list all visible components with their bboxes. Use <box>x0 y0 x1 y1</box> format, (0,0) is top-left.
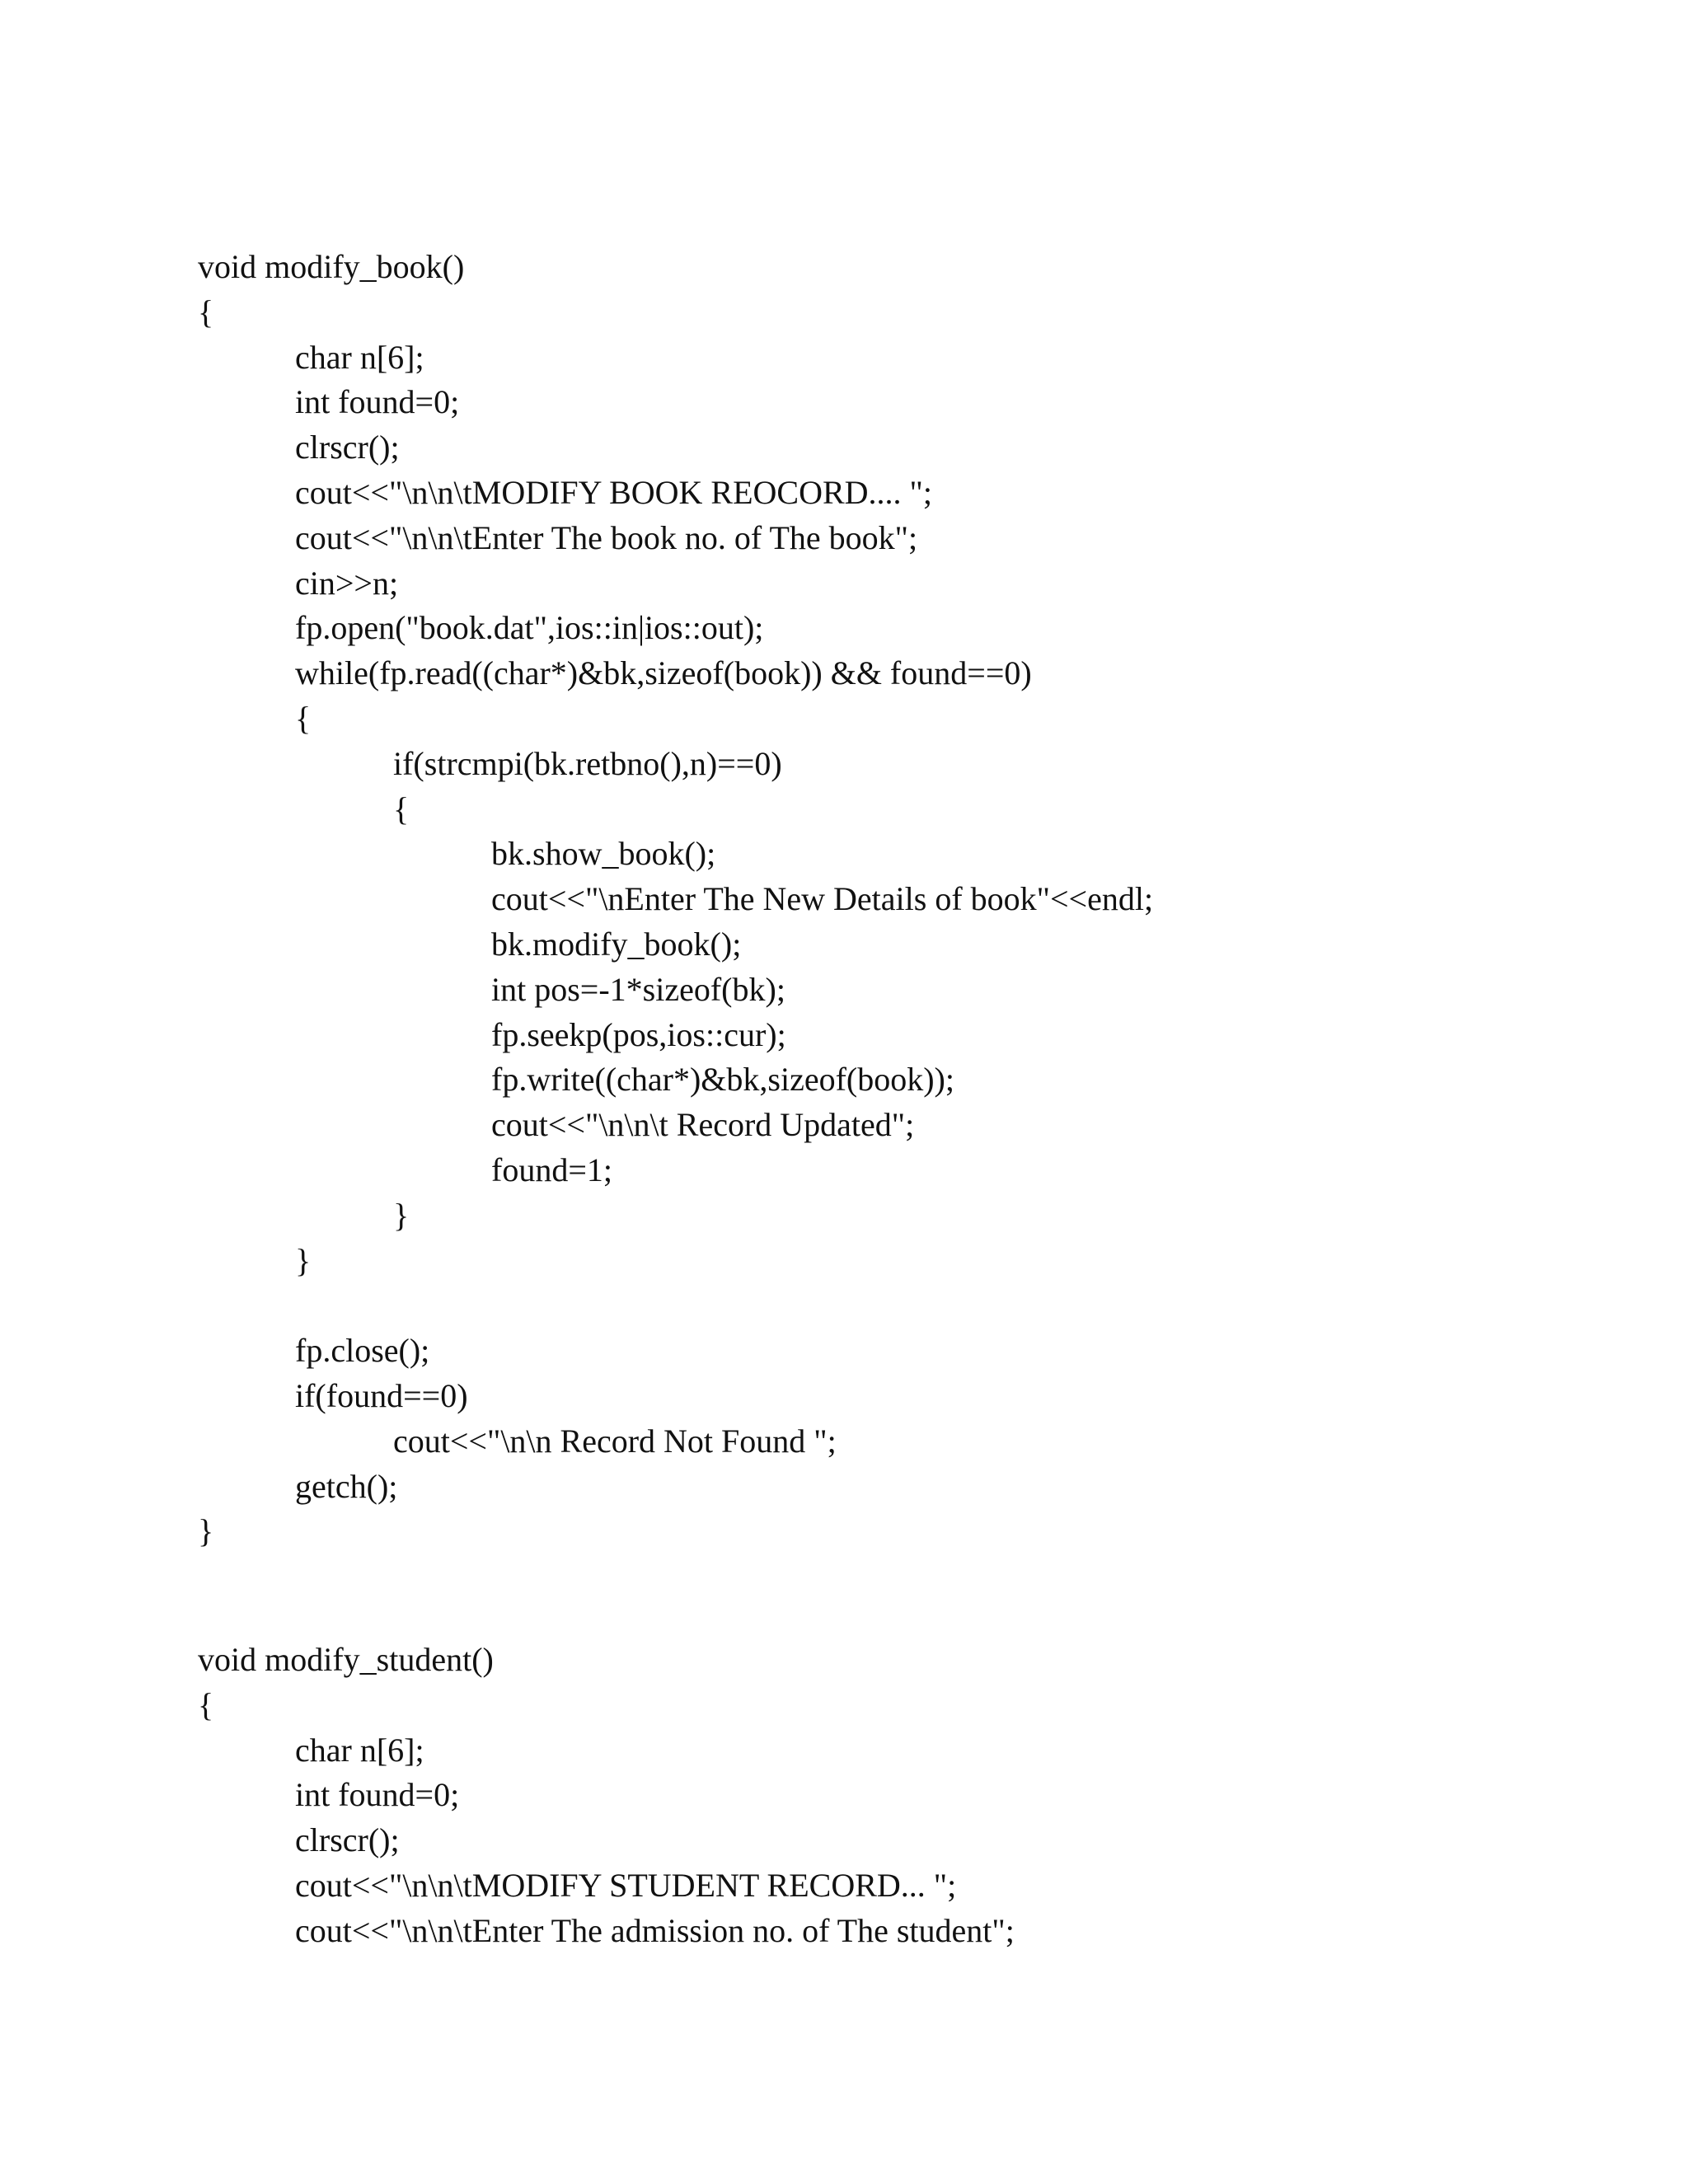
code-line: while(fp.read((char*)&bk,sizeof(book)) && found==0) <box>295 654 1032 692</box>
code-line: char n[6]; <box>295 1731 424 1769</box>
code-line: } <box>393 1196 410 1234</box>
code-line: { <box>295 700 312 737</box>
code-line: cout<<"\n\n\tMODIFY BOOK REOCORD.... "; <box>295 474 932 511</box>
code-line: fp.write((char*)&bk,sizeof(book)); <box>491 1061 954 1099</box>
code-line: { <box>198 1685 214 1723</box>
code-line: clrscr(); <box>295 429 400 466</box>
code-line: cout<<"\n\n\tEnter The admission no. of The student"; <box>295 1911 1015 1949</box>
code-line: cout<<"\n\n\t Record Updated"; <box>491 1106 915 1144</box>
code-line: void modify_book() <box>198 248 465 285</box>
code-line: if(found==0) <box>295 1377 468 1414</box>
code-line: cout<<"\nEnter The New Details of book"<<endl; <box>491 880 1154 918</box>
code-line: cin>>n; <box>295 564 399 602</box>
code-line: } <box>295 1241 312 1279</box>
code-line: cout<<"\n\n\tEnter The book no. of The book"; <box>295 518 918 556</box>
code-line: fp.seekp(pos,ios::cur); <box>491 1015 786 1053</box>
code-line: fp.open("book.dat",ios::in|ios::out); <box>295 609 764 647</box>
code-line: clrscr(); <box>295 1821 400 1859</box>
code-line: int found=0; <box>295 383 460 421</box>
code-line: int pos=-1*sizeof(bk); <box>491 970 785 1008</box>
code-line: void modify_student() <box>198 1641 494 1678</box>
code-line: cout<<"\n\n\tMODIFY STUDENT RECORD... "; <box>295 1867 957 1904</box>
code-line: char n[6]; <box>295 338 424 376</box>
code-line: cout<<"\n\n Record Not Found "; <box>393 1422 837 1460</box>
code-line: int found=0; <box>295 1776 460 1814</box>
code-line: found=1; <box>491 1151 612 1188</box>
code-line: } <box>198 1512 214 1550</box>
code-line: fp.close(); <box>295 1332 430 1370</box>
code-line: bk.show_book(); <box>491 835 716 873</box>
code-line: { <box>198 293 214 330</box>
code-line: getch(); <box>295 1467 398 1505</box>
code-line: if(strcmpi(bk.retbno(),n)==0) <box>393 744 782 782</box>
code-line: { <box>393 790 410 827</box>
code-line: bk.modify_book(); <box>491 926 742 963</box>
